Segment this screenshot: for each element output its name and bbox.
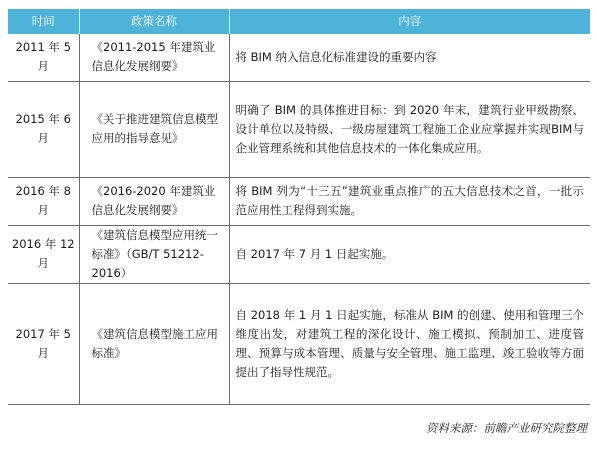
header-policy-name: 政策名称 <box>79 9 229 34</box>
row-policy-name: 《2016-2020 年建筑业信息化发展纲要》 <box>79 177 229 225</box>
table-header-row <box>8 9 590 34</box>
source-note: 资料来源：前瞻产业研究院整理 <box>426 421 587 435</box>
row-content: 明确了 BIM 的具体推进目标：到 2020 年末，建筑行业甲级勘察、设计单位以及特级、一级房屋建筑工程施工企业应掌握并实现BIM与企业管理系统和其他信息技术的一体化集成应用。 <box>229 81 590 177</box>
row-policy-name: 《建筑信息模型应用统一标准》（GB/T 51212-2016） <box>79 225 229 283</box>
header-content: 内容 <box>229 9 590 34</box>
row-policy-name: 《关于推进建筑信息模型应用的指导意见》 <box>79 81 229 177</box>
row-content: 自 2017 年 7 月 1 日起实施。 <box>229 225 590 283</box>
row-content: 将 BIM 纳入信息化标准建设的重要内容 <box>229 34 590 81</box>
row-year: 2011 年 5 月 <box>8 34 79 81</box>
table-row <box>8 34 590 81</box>
row-content: 将 BIM 列为“十三五”建筑业重点推广的五大信息技术之首，一批示范应用性工程得到实施。 <box>229 177 590 225</box>
policy-table <box>8 9 590 405</box>
table-row <box>8 225 590 283</box>
table-row <box>8 283 590 404</box>
row-year: 2017 年 5 月 <box>8 283 79 404</box>
header-time: 时间 <box>8 9 79 34</box>
row-year: 2016 年 12 月 <box>8 225 79 283</box>
table-row <box>8 177 590 225</box>
row-year: 2016 年 8 月 <box>8 177 79 225</box>
row-policy-name: 《建筑信息模型施工应用标准》 <box>79 283 229 404</box>
table-row <box>8 81 590 177</box>
row-policy-name: 《2011-2015 年建筑业信息化发展纲要》 <box>79 34 229 81</box>
row-content: 自 2018 年 1 月 1 日起实施，标准从 BIM 的创建、使用和管理三个维度出发，对建筑工程的深化设计、施工模拟、预制加工、进度管理、预算与成本管理、质量与安全管理、施工监理、竣工验收等方面提出了指导性规范。 <box>229 283 590 404</box>
row-year: 2015 年 6 月 <box>8 81 79 177</box>
